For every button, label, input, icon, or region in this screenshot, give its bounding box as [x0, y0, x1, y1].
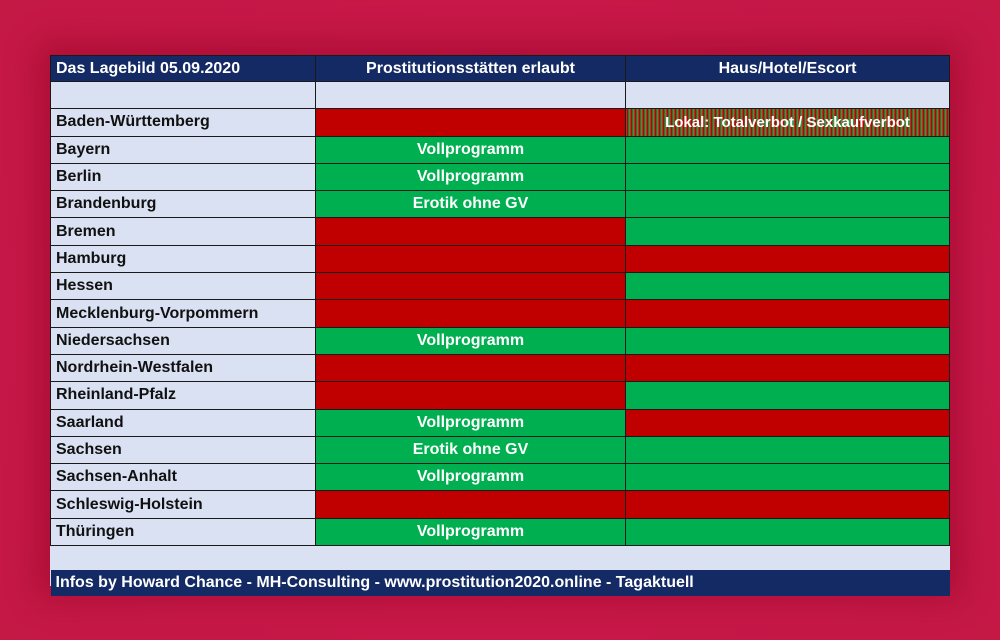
- table-row: [51, 382, 950, 409]
- table-row: [51, 191, 950, 218]
- house-hotel-escort-status-cell: Lokal: Totalverbot / Sexkaufverbot: [626, 109, 950, 136]
- table-row: [51, 136, 950, 163]
- venue-status-cell: Vollprogramm: [316, 464, 626, 491]
- house-hotel-escort-status-cell: [626, 518, 950, 545]
- venue-status-cell: [316, 218, 626, 245]
- table-row: [51, 300, 950, 327]
- venue-status-cell: [316, 354, 626, 381]
- house-hotel-escort-status-cell: [626, 191, 950, 218]
- table-row: [51, 518, 950, 545]
- table-row: [51, 409, 950, 436]
- header-col-house-hotel-escort: Haus/Hotel/Escort: [626, 56, 950, 82]
- house-hotel-escort-status-cell: [626, 382, 950, 409]
- table-row: [51, 354, 950, 381]
- table-row: [51, 464, 950, 491]
- venue-status-cell: Vollprogramm: [316, 163, 626, 190]
- state-name: Hamburg: [51, 245, 316, 272]
- state-name: Brandenburg: [51, 191, 316, 218]
- venue-status-cell: Vollprogramm: [316, 136, 626, 163]
- footer-row: [51, 570, 950, 596]
- house-hotel-escort-status-cell: [626, 464, 950, 491]
- empty-cell: [316, 82, 626, 109]
- table-row: [51, 273, 950, 300]
- venue-status-cell: [316, 273, 626, 300]
- state-name: Sachsen-Anhalt: [51, 464, 316, 491]
- state-name: Rheinland-Pfalz: [51, 382, 316, 409]
- empty-cell: [626, 82, 950, 109]
- state-name: Nordrhein-Westfalen: [51, 354, 316, 381]
- state-name: Schleswig-Holstein: [51, 491, 316, 518]
- house-hotel-escort-status-cell: [626, 491, 950, 518]
- venue-status-cell: Erotik ohne GV: [316, 436, 626, 463]
- state-name: Hessen: [51, 273, 316, 300]
- table-row: [51, 245, 950, 272]
- state-name: Bayern: [51, 136, 316, 163]
- house-hotel-escort-status-cell: [626, 409, 950, 436]
- state-name: Niedersachsen: [51, 327, 316, 354]
- status-table: [50, 55, 950, 596]
- state-name: Thüringen: [51, 518, 316, 545]
- house-hotel-escort-status-cell: [626, 218, 950, 245]
- spacer-row: [51, 546, 950, 571]
- table-row: [51, 327, 950, 354]
- empty-row: [51, 82, 950, 109]
- state-name: Sachsen: [51, 436, 316, 463]
- venue-status-cell: Vollprogramm: [316, 518, 626, 545]
- header-date: Das Lagebild 05.09.2020: [51, 56, 316, 82]
- status-table-frame: [50, 55, 949, 592]
- house-hotel-escort-status-cell: [626, 354, 950, 381]
- table-row: [51, 218, 950, 245]
- venue-status-cell: [316, 245, 626, 272]
- venue-status-cell: [316, 491, 626, 518]
- venue-status-cell: Vollprogramm: [316, 409, 626, 436]
- house-hotel-escort-status-cell: [626, 327, 950, 354]
- house-hotel-escort-status-cell: [626, 245, 950, 272]
- table-row: [51, 163, 950, 190]
- house-hotel-escort-status-cell: [626, 136, 950, 163]
- state-name: Saarland: [51, 409, 316, 436]
- empty-cell: [51, 82, 316, 109]
- venue-status-cell: [316, 109, 626, 136]
- venue-status-cell: Vollprogramm: [316, 327, 626, 354]
- state-name: Baden-Württemberg: [51, 109, 316, 136]
- venue-status-cell: [316, 300, 626, 327]
- table-row: [51, 436, 950, 463]
- table-row: [51, 109, 950, 136]
- table-row: [51, 491, 950, 518]
- state-name: Berlin: [51, 163, 316, 190]
- header-row: [51, 56, 950, 82]
- venue-status-cell: [316, 382, 626, 409]
- state-name: Mecklenburg-Vorpommern: [51, 300, 316, 327]
- house-hotel-escort-status-cell: [626, 163, 950, 190]
- house-hotel-escort-status-cell: [626, 300, 950, 327]
- venue-status-cell: Erotik ohne GV: [316, 191, 626, 218]
- header-col-venues: Prostitutionsstätten erlaubt: [316, 56, 626, 82]
- state-name: Bremen: [51, 218, 316, 245]
- spacer-cell: [51, 546, 950, 571]
- footer-text: Infos by Howard Chance - MH-Consulting - www.prostitution2020.online - Tagaktuell: [51, 570, 950, 596]
- house-hotel-escort-status-cell: [626, 436, 950, 463]
- house-hotel-escort-status-cell: [626, 273, 950, 300]
